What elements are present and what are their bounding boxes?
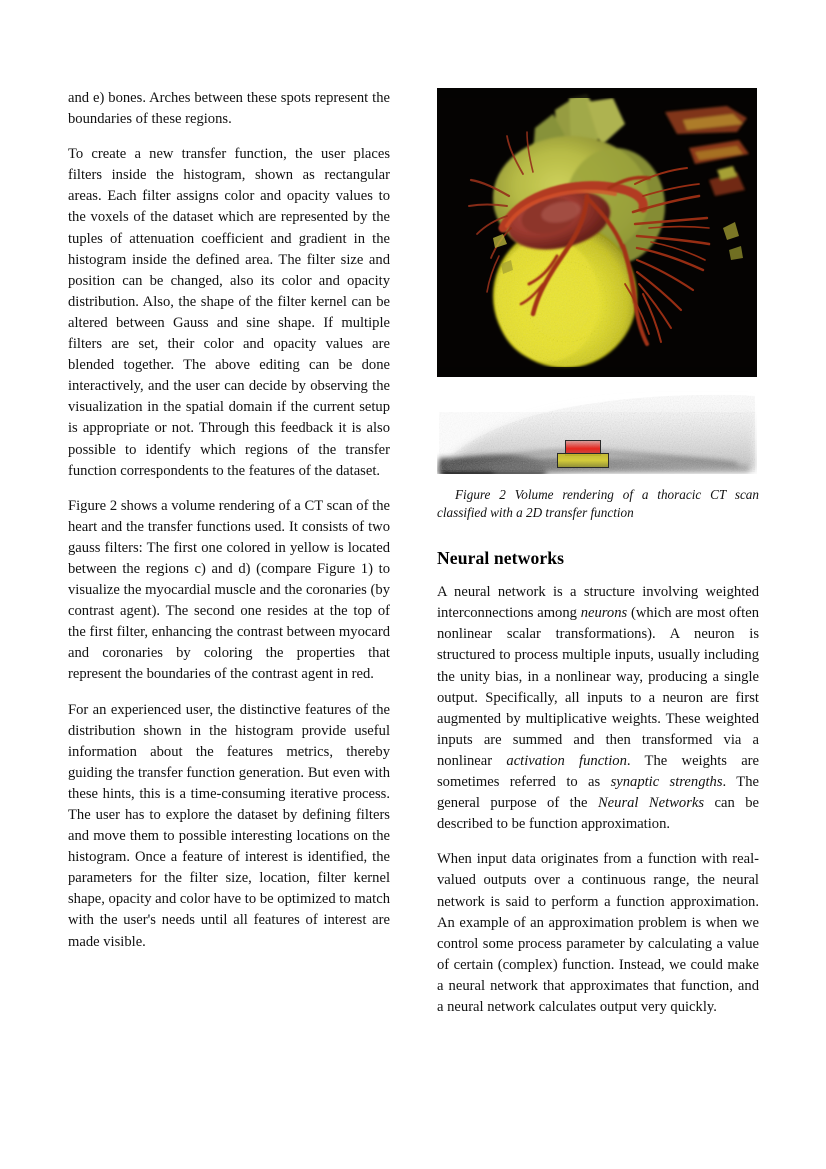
text-run: (which are most often nonlinear scalar transformations). A neuron is structured to process multiple inputs, usually including the unity bias, in a nonlinear way, producing a single output. Specifically, all inputs to a neuron are first augmented by multiplicative weights. These weighted inputs are summed and then transformed via a nonlinear	[437, 605, 759, 769]
paragraph	[437, 849, 759, 1018]
emphasised-term: activation function	[506, 752, 627, 769]
volume-rendering-image	[437, 88, 757, 377]
emphasised-term: Neural Networks	[597, 795, 705, 812]
paragraph: and e) bones. Arches between these spots represent the boundaries of these regions.	[68, 90, 390, 128]
paragraph: Figure 2 shows a volume rendering of a CT scan of the heart and the transfer functions used. It consists of two gauss filters: The first one colored in yellow is located between the regions c) and d) (compare Figure 1) to visualize the myocardial muscle and the coronaries (by contrast agent). The second one resides at the top of the first filter, enhancing the contrast between myocard and coronaries by coloring the properties that represent the boundaries of the contrast agent in red.	[68, 497, 390, 683]
paragraph: To create a new transfer function, the user places filters inside the histogram, shown as rectangular areas. Each filter assigns color and opacity values to the voxels of the dataset which are represented by the tuples of attenuation coefficient and gradient in the histogram inside the defined area. The filter size and position can be changed, also its color and opacity distribution. Also, the shape of the filter kernel can be altered between Gauss and sine shape. If multiple filters are set, their color and opacity values are blended together. The above editing can be done interactively, and the user can decide by observing the visualization in the spatial domain if the current setup is appropriate or not. Through this feedback it is also possible to identify which regions of the transfer function correspondents to the features of the dataset.	[68, 146, 390, 479]
text-run: can be described to be function approximation.	[437, 795, 759, 833]
text-run: . The general purpose of the	[437, 774, 759, 812]
figure-caption: Figure 2 Volume rendering of a thoracic CT scan classified with a 2D transfer function	[437, 487, 759, 520]
left-column	[68, 88, 390, 1048]
transfer-function-histogram	[437, 378, 757, 474]
paragraph	[437, 582, 759, 835]
text-run: . The weights are sometimes referred to as	[437, 752, 760, 791]
section-heading-neural-networks: Neural networks	[437, 548, 565, 569]
yellow-filter-rectangle[interactable]	[557, 453, 609, 468]
figure-2	[437, 88, 759, 521]
heart-volume-render-graphic	[437, 88, 757, 377]
text-run: A neural network is a structure involving weighted interconnections among	[437, 584, 759, 622]
right-column	[437, 88, 759, 1048]
emphasised-term: synaptic strengths	[610, 774, 723, 791]
paragraph: For an experienced user, the distinctive features of the distribution shown in the histogram provide useful information about the features metrics, thereby guiding the transfer function generation. But even with these hints, this is a time-consuming iterative process. The user has to explore the dataset by defining filters and move them to possible interesting locations on the histogram. Once a feature of interest is identified, the parameters for the filter size, location, filter kernel shape, opacity and color have to be optimized to match with the user's needs until all features of interest are made visible.	[68, 701, 390, 950]
two-column-layout	[68, 88, 758, 1048]
emphasised-term: neurons	[580, 605, 628, 622]
text-run: When input data originates from a function with real-valued outputs over a continuous range, the neural network is said to perform a function approximation. An example of an approximation problem is when we control some process parameter by calculating a value of certain (complex) function. Instead, we could make a neural network that approximates that function, and a neural network calculates output very quickly.	[437, 851, 759, 1015]
